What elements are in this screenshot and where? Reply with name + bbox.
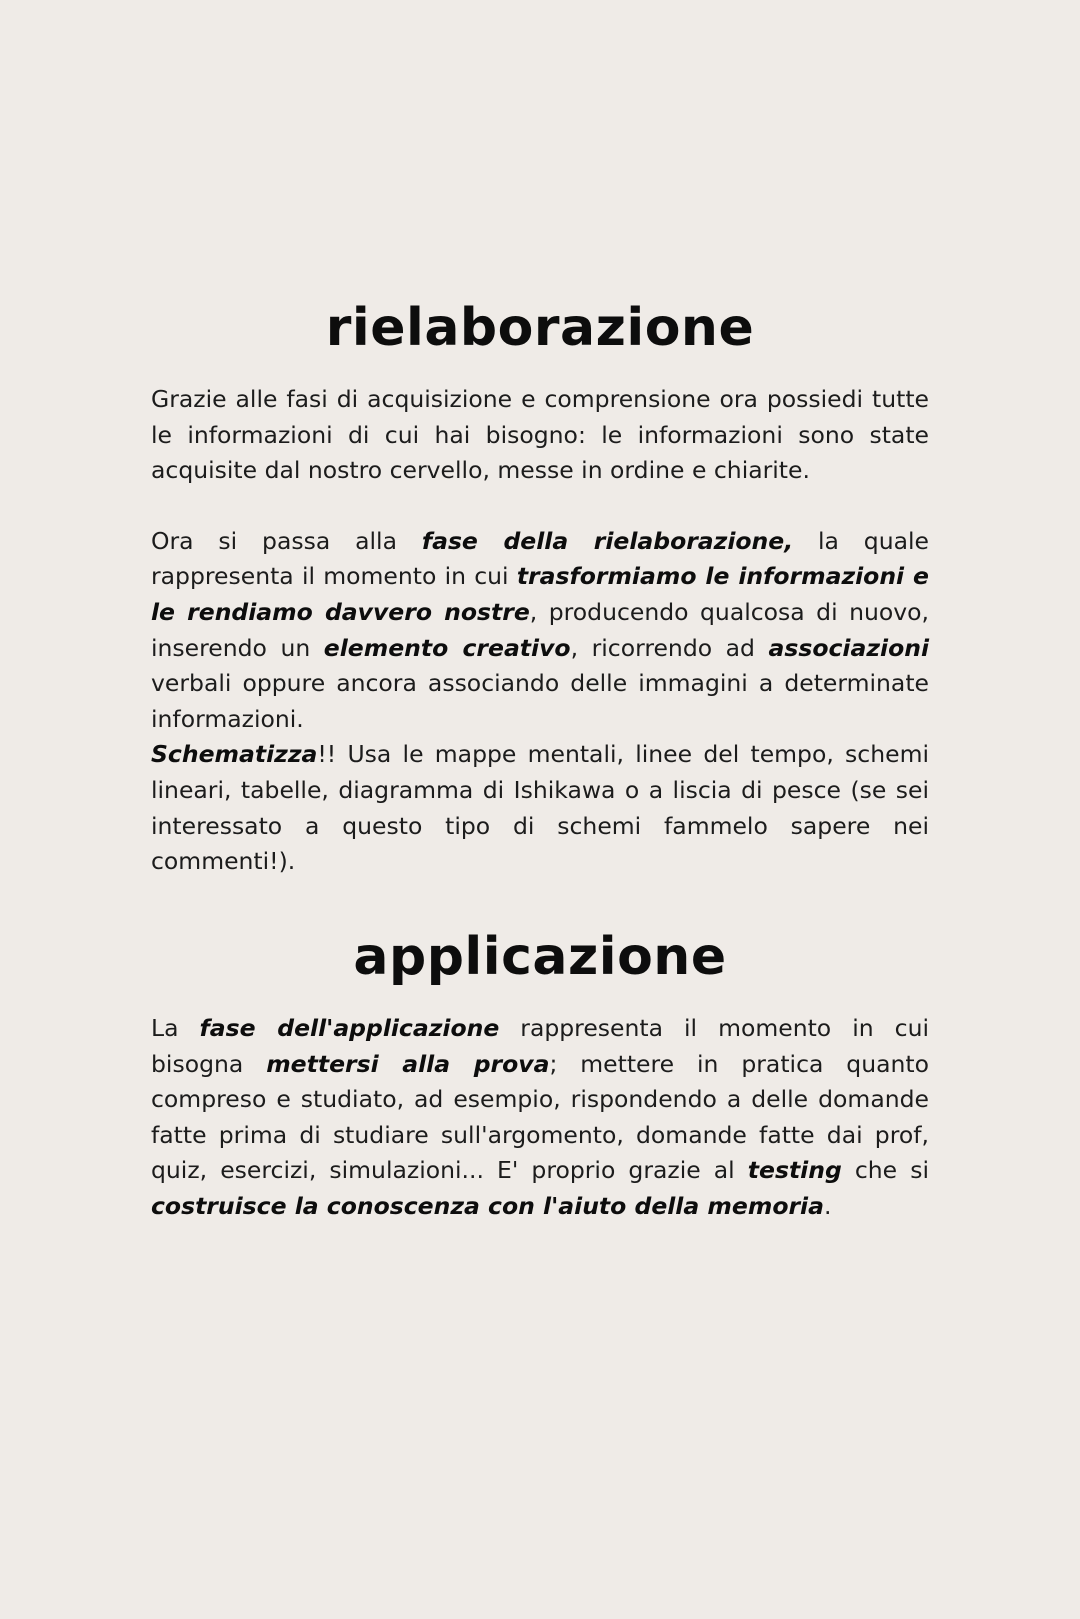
emphasis-fase-della-rielaborazione: fase della rielaborazione, bbox=[421, 526, 794, 555]
emphasis-fase-applicazione: fase dell'applicazione bbox=[199, 1014, 500, 1042]
paragraph-fase-rielaborazione bbox=[151, 524, 929, 738]
emphasis-elemento-creativo: elemento creativo bbox=[323, 633, 571, 662]
text-run: . bbox=[823, 1191, 832, 1220]
text-run: Ora si passa alla bbox=[151, 526, 422, 555]
section-rielaborazione bbox=[151, 296, 929, 880]
paragraph-intro: Grazie alle fasi di acquisizione e comprensione ora possiedi tutte le informazioni di cui hai bisogno: le informazioni sono state acquisite dal nostro cervello, messe in ordine e chiarite. bbox=[151, 385, 929, 485]
heading-applicazione: applicazione bbox=[353, 927, 727, 987]
text-run: , producendo qualcosa di nuovo, inserendo un bbox=[151, 597, 929, 662]
paragraph-schematizza bbox=[151, 737, 929, 879]
emphasis-trasformiamo: trasformiamo le informazioni e le rendiamo davvero nostre bbox=[151, 562, 929, 626]
text-run: La bbox=[151, 1014, 200, 1042]
paragraph-fase-applicazione bbox=[151, 1011, 929, 1225]
heading-rielaborazione: rielaborazione bbox=[325, 298, 755, 358]
section-applicazione bbox=[151, 925, 929, 1225]
emphasis-schematizza: Schematizza bbox=[151, 740, 318, 769]
text-run: verbali oppure ancora associando delle immagini a determinate informazioni. bbox=[151, 669, 929, 733]
emphasis-costruisce-conoscenza: costruisce la conoscenza con l'aiuto della memoria bbox=[151, 1191, 824, 1220]
emphasis-associazioni: associazioni bbox=[768, 633, 929, 662]
emphasis-testing: testing bbox=[747, 1156, 842, 1185]
text-run: la quale rappresenta il momento in cui bbox=[151, 526, 929, 591]
text-run: , ricorrendo ad bbox=[570, 633, 769, 662]
text-run: !! Usa le mappe mentali, linee del tempo, schemi lineari, tabelle, diagramma di Ishikawa o a liscia di pesce (se sei interessato a questo tipo di schemi fammelo sapere nei commenti!). bbox=[151, 740, 929, 876]
text-run: rappresenta il momento in cui bisogna bbox=[151, 1014, 929, 1078]
text-run: ; mettere in pratica quanto compreso e studiato, ad esempio, rispondendo a delle domande fatte prima di studiare sull'argomento, domande fatte dai prof, quiz, esercizi, simulazioni... E' proprio grazie al bbox=[151, 1049, 929, 1185]
text-run: che si bbox=[841, 1156, 929, 1185]
emphasis-mettersi-alla-prova: mettersi alla prova bbox=[266, 1049, 550, 1078]
